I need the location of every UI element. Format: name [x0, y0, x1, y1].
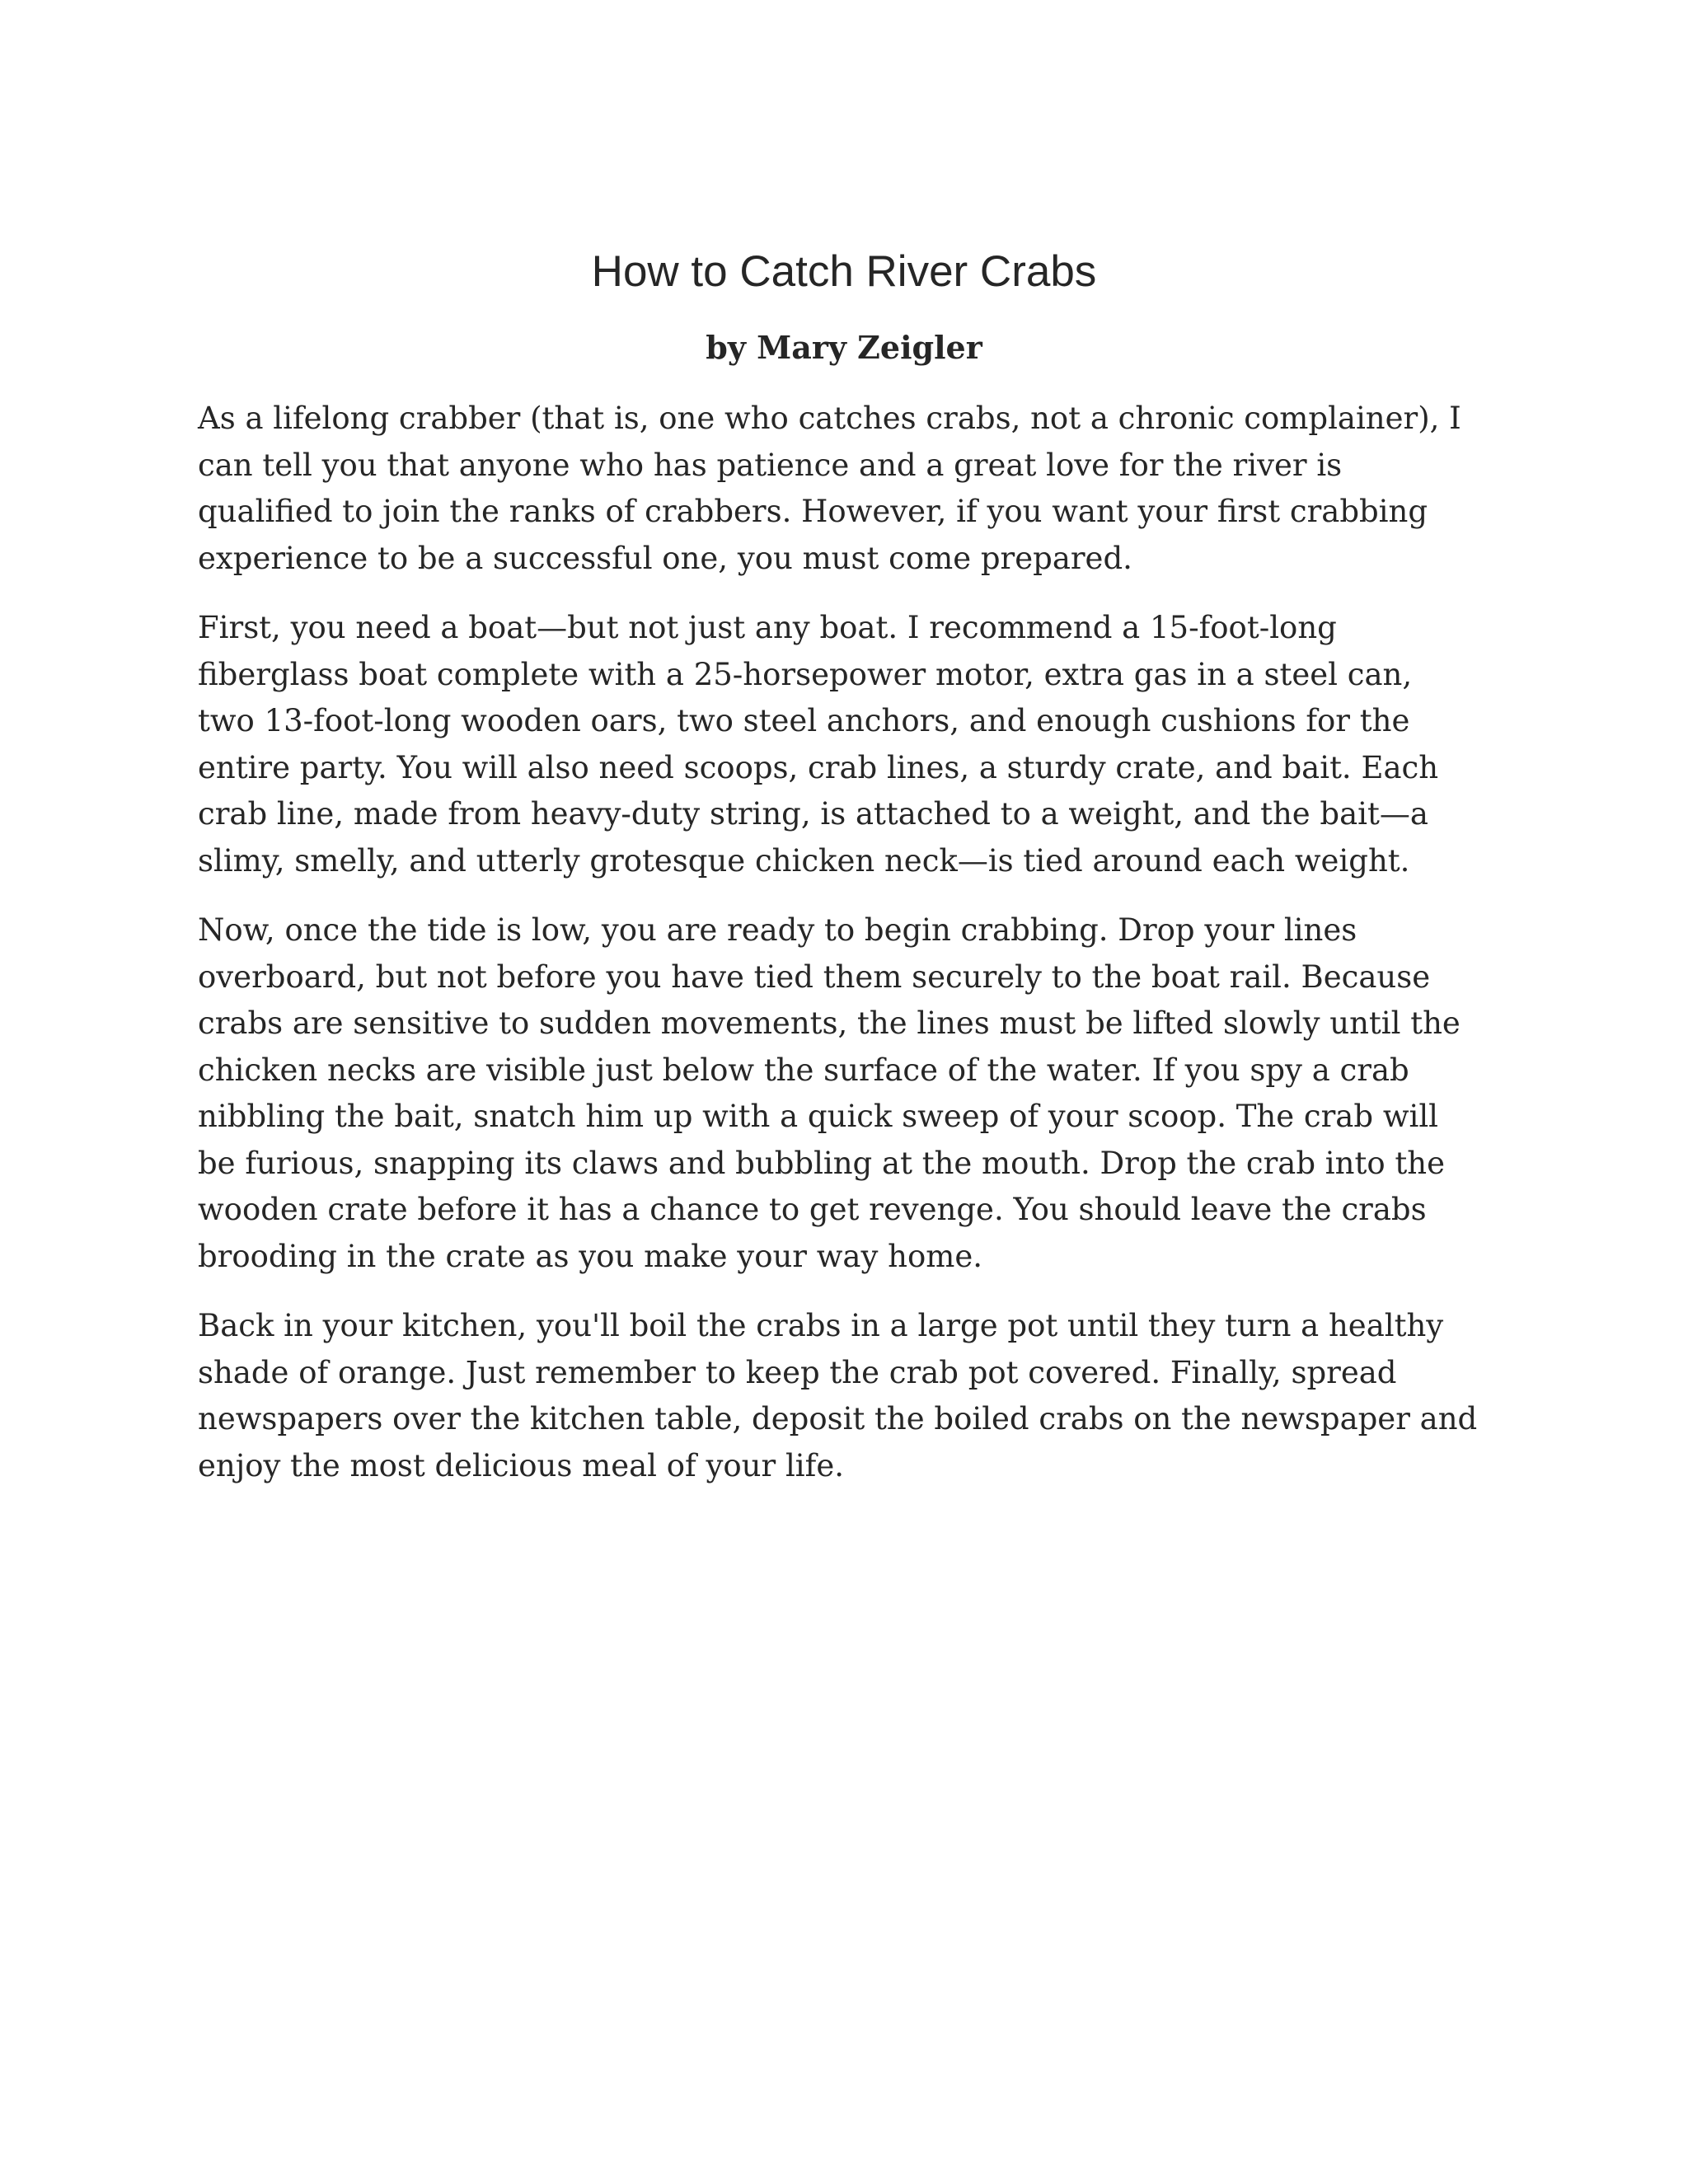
text-line: As a lifelong crabber (that is, one who catches crabs, not a chronic complainer), I	[198, 401, 1461, 436]
text-line: two 13-foot-long wooden oars, two steel anchors, and enough cushions for the	[198, 703, 1410, 738]
paragraph-1	[198, 396, 1500, 582]
text-line: overboard, but not before you have tied them securely to the boat rail. Because	[198, 958, 1431, 995]
text-line: Back in your kitchen, you'll boil the crabs in a large pot until they turn a healthy	[198, 1308, 1444, 1343]
paragraph-2	[198, 605, 1500, 884]
text-line: be furious, snapping its claws and bubbling at the mouth. Drop the crab into the	[198, 1145, 1445, 1181]
paragraph-3	[198, 907, 1500, 1280]
text-line: brooding in the crate as you make your way home.	[198, 1238, 982, 1274]
text-line: First, you need a boat—but not just any boat. I recommend a 15-foot-long	[198, 610, 1337, 645]
text-line: slimy, smelly, and utterly grotesque chicken neck—is tied around each weight.	[198, 842, 1410, 879]
text-line: can tell you that anyone who has patience and a great love for the river is	[198, 447, 1343, 483]
text-line: nibbling the bait, snatch him up with a quick sweep of your scoop. The crab will	[198, 1099, 1438, 1134]
text-line: fiberglass boat complete with a 25-horsepower motor, extra gas in a steel can,	[198, 656, 1413, 692]
text-line: enjoy the most delicious meal of your life.	[198, 1447, 844, 1483]
text-line: crab line, made from heavy-duty string, is attached to a weight, and the bait—a	[198, 796, 1428, 832]
text-line: qualified to join the ranks of crabbers. However, if you want your first crabbing	[198, 494, 1428, 529]
text-line: Now, once the tide is low, you are ready to begin crabbing. Drop your lines	[198, 912, 1357, 948]
text-line: shade of orange. Just remember to keep the crab pot covered. Finally, spread	[198, 1354, 1397, 1390]
text-line: entire party. You will also need scoops, crab lines, a sturdy crate, and bait. Each	[198, 749, 1439, 785]
author-byline: by Mary Zeigler	[706, 329, 982, 366]
article-body	[198, 396, 1500, 1512]
text-line: chicken necks are visible just below the surface of the water. If you spy a crab	[198, 1052, 1409, 1088]
page-title: How to Catch River Crabs	[591, 247, 1097, 296]
text-line: crabs are sensitive to sudden movements, the lines must be lifted slowly until the	[198, 1005, 1461, 1041]
paragraph-4	[198, 1303, 1500, 1489]
text-line: newspapers over the kitchen table, deposit the boiled crabs on the newspaper and	[198, 1401, 1478, 1436]
text-line: experience to be a successful one, you must come prepared.	[198, 540, 1132, 576]
text-line: wooden crate before it has a chance to get revenge. You should leave the crabs	[198, 1192, 1427, 1227]
